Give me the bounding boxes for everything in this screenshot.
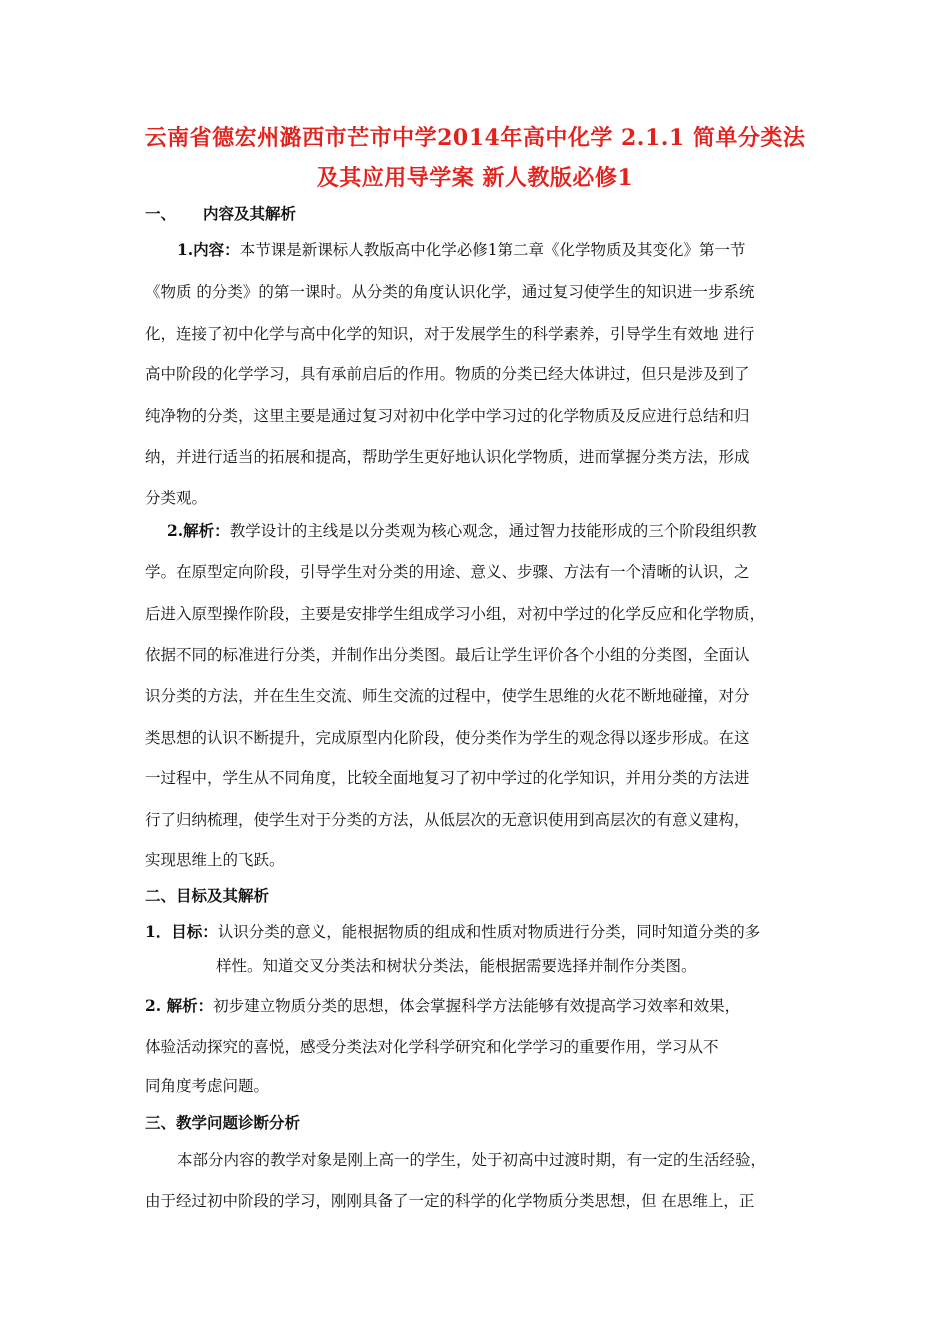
analysis-paragraph-line: 依据不同的标准进行分类，并制作出分类图。最后让学生评价各个小组的分类图，全面认 xyxy=(145,646,750,664)
content-paragraph-line: 纯净物的分类，这里主要是通过复习对初中化学中学习过的化学物质及反应进行总结和归 xyxy=(145,407,750,425)
section-2-heading: 二、目标及其解析 xyxy=(145,886,270,905)
goal-text: 认识分类的意义，能根据物质的组成和性质对物质进行分类，同时知道分类的多 xyxy=(217,923,761,941)
document-title-line-2: 及其应用导学案 新人教版必修1 xyxy=(316,165,634,191)
analysis-paragraph-line: 后进入原型操作阶段，主要是安排学生组成学习小组，对初中学过的化学反应和化学物质， xyxy=(145,605,766,623)
diagnosis-paragraph-line: 本部分内容的教学对象是刚上高一的学生，处于初高中过渡时期，有一定的生活经验， xyxy=(177,1151,767,1169)
section-1-title: 内容及其解析 xyxy=(203,204,297,223)
goal-paragraph-line xyxy=(145,922,760,942)
content-text: 本节课是新课标人教版高中化学必修1第二章《化学物质及其变化》第一节 xyxy=(239,241,746,259)
diagnosis-paragraph-line: 由于经过初中阶段的学习，刚刚具备了一定的科学的化学物质分类思想，但 在思维上，正 xyxy=(145,1192,755,1210)
content-paragraph-line: 纳，并进行适当的拓展和提高，帮助学生更好地认识化学物质，进而掌握分类方法，形成 xyxy=(145,448,750,466)
analysis-paragraph-line: 识分类的方法，并在生生交流、师生交流的过程中，使学生思维的火花不断地碰撞，对分 xyxy=(145,687,750,705)
analysis-paragraph-line xyxy=(167,521,757,541)
goal-label: 1．目标： xyxy=(145,922,218,941)
analysis-paragraph-line: 类思想的认识不断提升，完成原型内化阶段，使分类作为学生的观念得以逐步形成。在这 xyxy=(145,729,750,747)
analysis-paragraph-line: 学。在原型定向阶段，引导学生对分类的用途、意义、步骤、方法有一个清晰的认识，之 xyxy=(145,563,750,581)
content-paragraph-line: 《物质 的分类》的第一课时。从分类的角度认识化学，通过复习使学生的知识进一步系统 xyxy=(145,283,755,301)
content-label: 1.内容： xyxy=(177,240,240,259)
analysis-label: 2.解析： xyxy=(167,521,230,540)
content-paragraph-line xyxy=(177,240,746,260)
analysis-paragraph-line: 一过程中，学生从不同角度，比较全面地复习了初中学过的化学知识，并用分类的方法进 xyxy=(145,769,750,787)
goal-paragraph-line: 样性。知道交叉分类法和树状分类法，能根据需要选择并制作分类图。 xyxy=(216,957,697,975)
analysis-paragraph-line: 行了归纳梳理，使学生对于分类的方法，从低层次的无意识使用到高层次的有意义建构， xyxy=(145,811,750,829)
content-paragraph-line: 化，连接了初中化学与高中化学的知识，对于发展学生的科学素养，引导学生有效地 进行 xyxy=(145,325,755,343)
section-1-number: 一、 xyxy=(145,204,177,223)
content-paragraph-line: 高中阶段的化学学习，具有承前启后的作用。物质的分类已经大体讲过，但只是涉及到了 xyxy=(145,365,750,383)
analysis-paragraph-line: 实现思维上的飞跃。 xyxy=(145,851,285,869)
section-3-heading: 三、教学问题诊断分析 xyxy=(145,1113,301,1132)
goal-analysis-text: 初步建立物质分类的思想，体会掌握科学方法能够有效提高学习效率和效果， xyxy=(213,997,741,1015)
goal-analysis-line: 同角度考虑问题。 xyxy=(145,1077,270,1095)
document-title-line-1: 云南省德宏州潞西市芒市中学2014年高中化学 2.1.1 简单分类法 xyxy=(144,125,806,151)
analysis-text: 教学设计的主线是以分类观为核心观念，通过智力技能形成的三个阶段组织教 xyxy=(229,522,757,540)
goal-analysis-label: 2. 解析： xyxy=(145,996,214,1015)
content-paragraph-line: 分类观。 xyxy=(145,489,208,507)
goal-analysis-line: 体验活动探究的喜悦，感受分类法对化学科学研究和化学学习的重要作用，学习从不 xyxy=(145,1038,719,1056)
goal-analysis-line xyxy=(145,996,740,1016)
section-1-heading xyxy=(145,204,296,224)
